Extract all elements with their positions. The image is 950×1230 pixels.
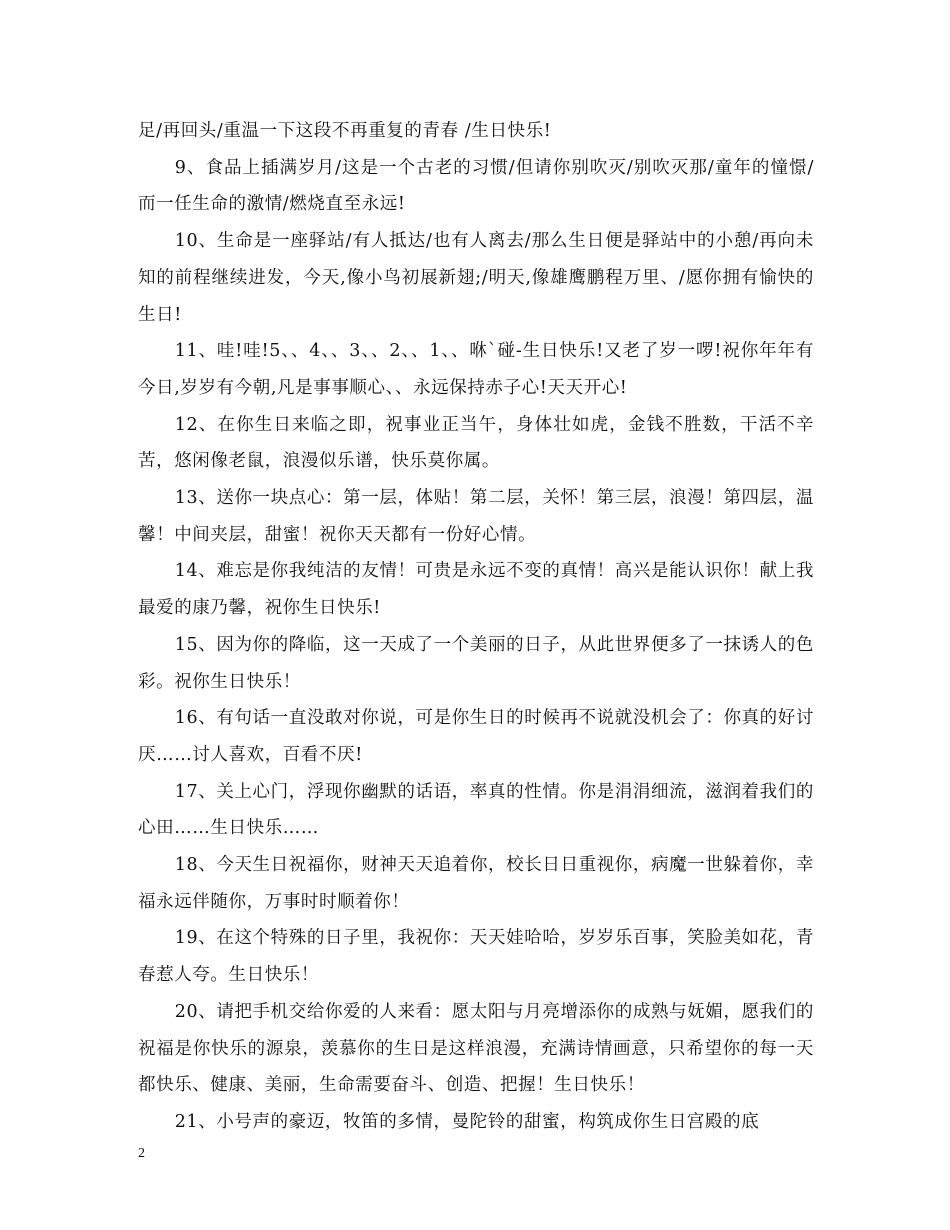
paragraph-9: 9、食品上插满岁月/这是一个古老的习惯/但请你别吹灭/别吹灭那/童年的憧憬/而一任生命的激情/燃烧直至永远! [138, 157, 814, 215]
page-number: 2 [138, 1146, 145, 1161]
paragraph-15: 15、因为你的降临，这一天成了一个美丽的日子，从此世界便多了一抹诱人的色彩。祝你生日快乐！ [138, 634, 814, 692]
paragraph-19: 19、在这个特殊的日子里，我祝你：天天娃哈哈，岁岁乐百事，笑脸美如花，青春惹人夸。生日快乐！ [138, 928, 814, 986]
paragraph-10: 10、生命是一座驿站/有人抵达/也有人离去/那么生日便是驿站中的小憩/再向未知的前程继续进发，今天,像小鸟初展新翅;/明天,像雄鹰鹏程万里、/愿你拥有愉快的生日! [138, 231, 814, 325]
paragraph-13: 13、送你一块点心：第一层，体贴！第二层，关怀！第三层，浪漫！第四层，温馨！中间夹层，甜蜜！祝你天天都有一份好心情。 [138, 488, 814, 545]
paragraph-18: 18、今天生日祝福你，财神天天追着你，校长日日重视你，病魔一世躲着你，幸福永远伴随你，万事时时顺着你！ [138, 855, 814, 912]
paragraph-14: 14、难忘是你我纯洁的友情！可贵是永远不变的真情！高兴是能认识你！献上我最爱的康乃馨，祝你生日快乐! [138, 561, 814, 619]
paragraph-17: 17、关上心门，浮现你幽默的话语，率真的性情。你是涓涓细流，滋润着我们的心田……生日快乐…… [138, 781, 814, 839]
paragraph-20: 20、请把手机交给你爱的人来看：愿太阳与月亮增添你的成熟与妩媚，愿我们的祝福是你快乐的源泉，羡慕你的生日是这样浪漫，充满诗情画意，只希望你的每一天都快乐、健康、美丽，生命需要奋斗、创造、把握！生日快乐！ [138, 1001, 814, 1096]
paragraph-11: 11、哇!哇!5、、4、、3、、2、、1、、咻`碰-生日快乐!又老了岁一啰!祝你年年有今日,岁岁有今朝,凡是事事顺心、、永远保持赤子心!天天开心! [138, 341, 814, 398]
paragraph-21: 21、小号声的豪迈，牧笛的多情，曼陀铃的甜蜜，构筑成你生日宫殿的底 [174, 1111, 760, 1132]
paragraph-12: 12、在你生日来临之即，祝事业正当午，身体壮如虎，金钱不胜数，干活不辛苦，悠闲像老鼠，浪漫似乐谱，快乐莫你属。 [138, 414, 814, 472]
paragraph-continued: 足/再回头/重温一下这段不再重复的青春 /生日快乐! [138, 121, 552, 141]
paragraph-16: 16、有句话一直没敢对你说，可是你生日的时候再不说就没机会了：你真的好讨厌……讨人喜欢，百看不厌! [138, 708, 814, 765]
document-body [138, 113, 814, 1141]
